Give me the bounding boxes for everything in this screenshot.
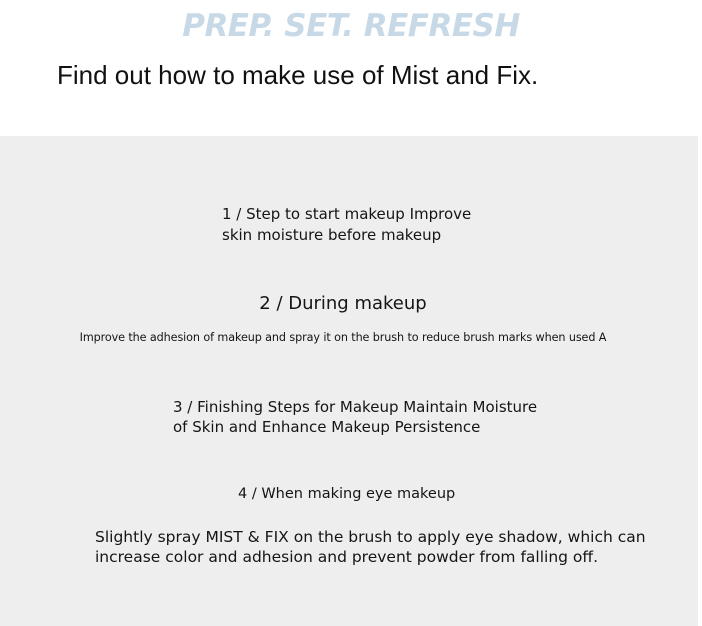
hero-tagline: PREP. SET. REFRESH	[182, 8, 520, 44]
step-1-text: 1 / Step to start makeup Improve skin moisture before makeup	[222, 205, 472, 244]
step-2-description: Improve the adhesion of makeup and spray it on the brush to reduce brush marks when used A	[79, 331, 607, 344]
step-4-heading: 4 / When making eye makeup	[238, 486, 456, 502]
step-2-heading: 2 / During makeup	[259, 293, 427, 314]
page-subtitle: Find out how to make use of Mist and Fix.	[57, 60, 539, 90]
step-3-text: 3 / Finishing Steps for Makeup Maintain Moisture of Skin and Enhance Makeup Persistence	[173, 398, 538, 436]
step-4-description: Slightly spray MIST & FIX on the brush to apply eye shadow, which can increase color and adhesion and prevent powder from falling off.	[95, 528, 646, 566]
